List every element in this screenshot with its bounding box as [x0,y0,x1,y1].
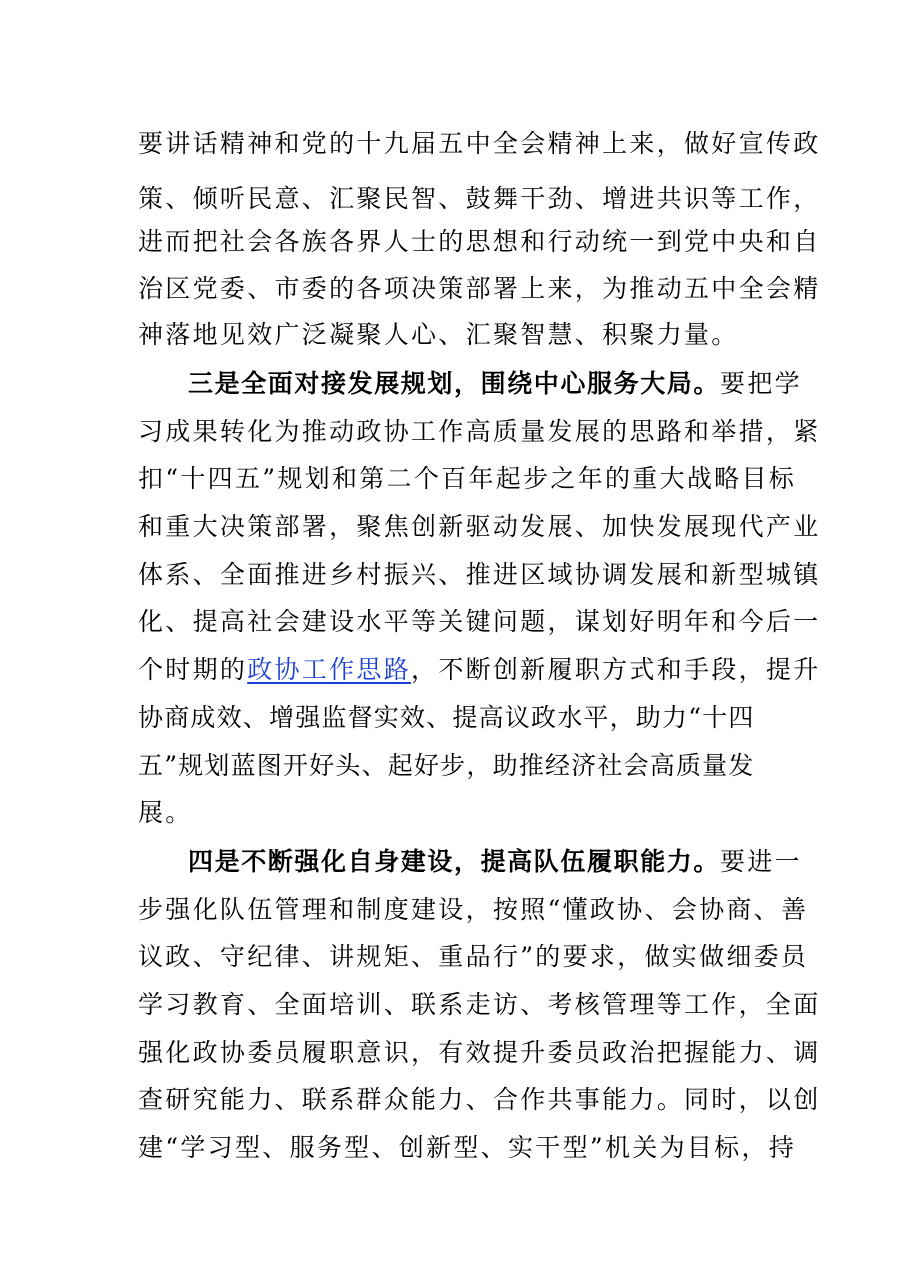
paragraph-3-line-7: 建“学习型、服务型、创新型、实干型”机关为目标，持 [138,1133,797,1162]
paragraph-1-line-2: 策、倾听民意、汇聚民智、鼓舞干劲、增进共识等工作， [138,184,821,213]
paragraph-2-line-7 [138,650,821,690]
paragraph-2-line-10: 展。 [138,798,193,827]
paragraph-2-line-4: 和重大决策部署，聚焦创新驱动发展、加快发展现代产业 [138,512,821,541]
paragraph-3-line-5: 强化政协委员履职意识，有效提升委员政治把握能力、调 [138,1038,821,1067]
policy-work-ideas-link[interactable]: 政协工作思路 [247,655,412,684]
paragraph-3-line-6: 查研究能力、联系群众能力、合作共事能力。同时，以创 [138,1085,821,1114]
paragraph-3-line-3: 议政、守纪律、讲规矩、重品行”的要求，做实做细委员 [138,942,809,971]
paragraph-2-line-5: 体系、全面推进乡村振兴、推进区域协调发展和新型城镇 [138,560,821,589]
paragraph-3-line-4: 学习教育、全面培训、联系走访、考核管理等工作，全面 [138,990,821,1019]
paragraph-2-line-1-rest: 要把学 [720,369,802,398]
paragraph-2-line-9: 五”规划蓝图开好头、起好步，助推经济社会高质量发 [138,751,755,780]
paragraph-3-line-1 [188,842,802,882]
paragraph-1-line-3: 进而把社会各族各界人士的思想和行动统一到党中央和自 [138,227,821,256]
paragraph-2-line-7-post: ，不断创新履职方式和手段，提升 [411,655,821,684]
paragraph-2-line-7-pre: 个时期的 [138,655,248,684]
paragraph-1-line-1: 要讲话精神和党的十九届五中全会精神上来，做好宣传政 [138,129,821,158]
paragraph-2-line-1 [188,364,802,404]
paragraph-2-line-8: 协商成效、增强监督实效、提高议政水平，助力“十四 [138,703,755,732]
paragraph-1-line-5: 神落地见效广泛凝聚人心、汇聚智慧、积聚力量。 [138,320,739,349]
paragraph-2-line-3: 扣“十四五”规划和第二个百年起步之年的重大战略目标 [138,464,797,493]
paragraph-2-heading: 三是全面对接发展规划，围绕中心服务大局。 [188,369,721,398]
paragraph-3-line-1-rest: 要进一 [720,847,802,876]
paragraph-3-line-2: 步强化队伍管理和制度建设，按照“懂政协、会协商、善 [138,895,809,924]
paragraph-2-line-2: 习成果转化为推动政协工作高质量发展的思路和举措，紧 [138,417,821,446]
paragraph-3-heading: 四是不断强化自身建设，提高队伍履职能力。 [188,847,721,876]
paragraph-1-line-4: 治区党委、市委的各项决策部署上来，为推动五中全会精 [138,274,821,303]
paragraph-2-line-6: 化、提高社会建设水平等关键问题，谋划好明年和今后一 [138,607,821,636]
